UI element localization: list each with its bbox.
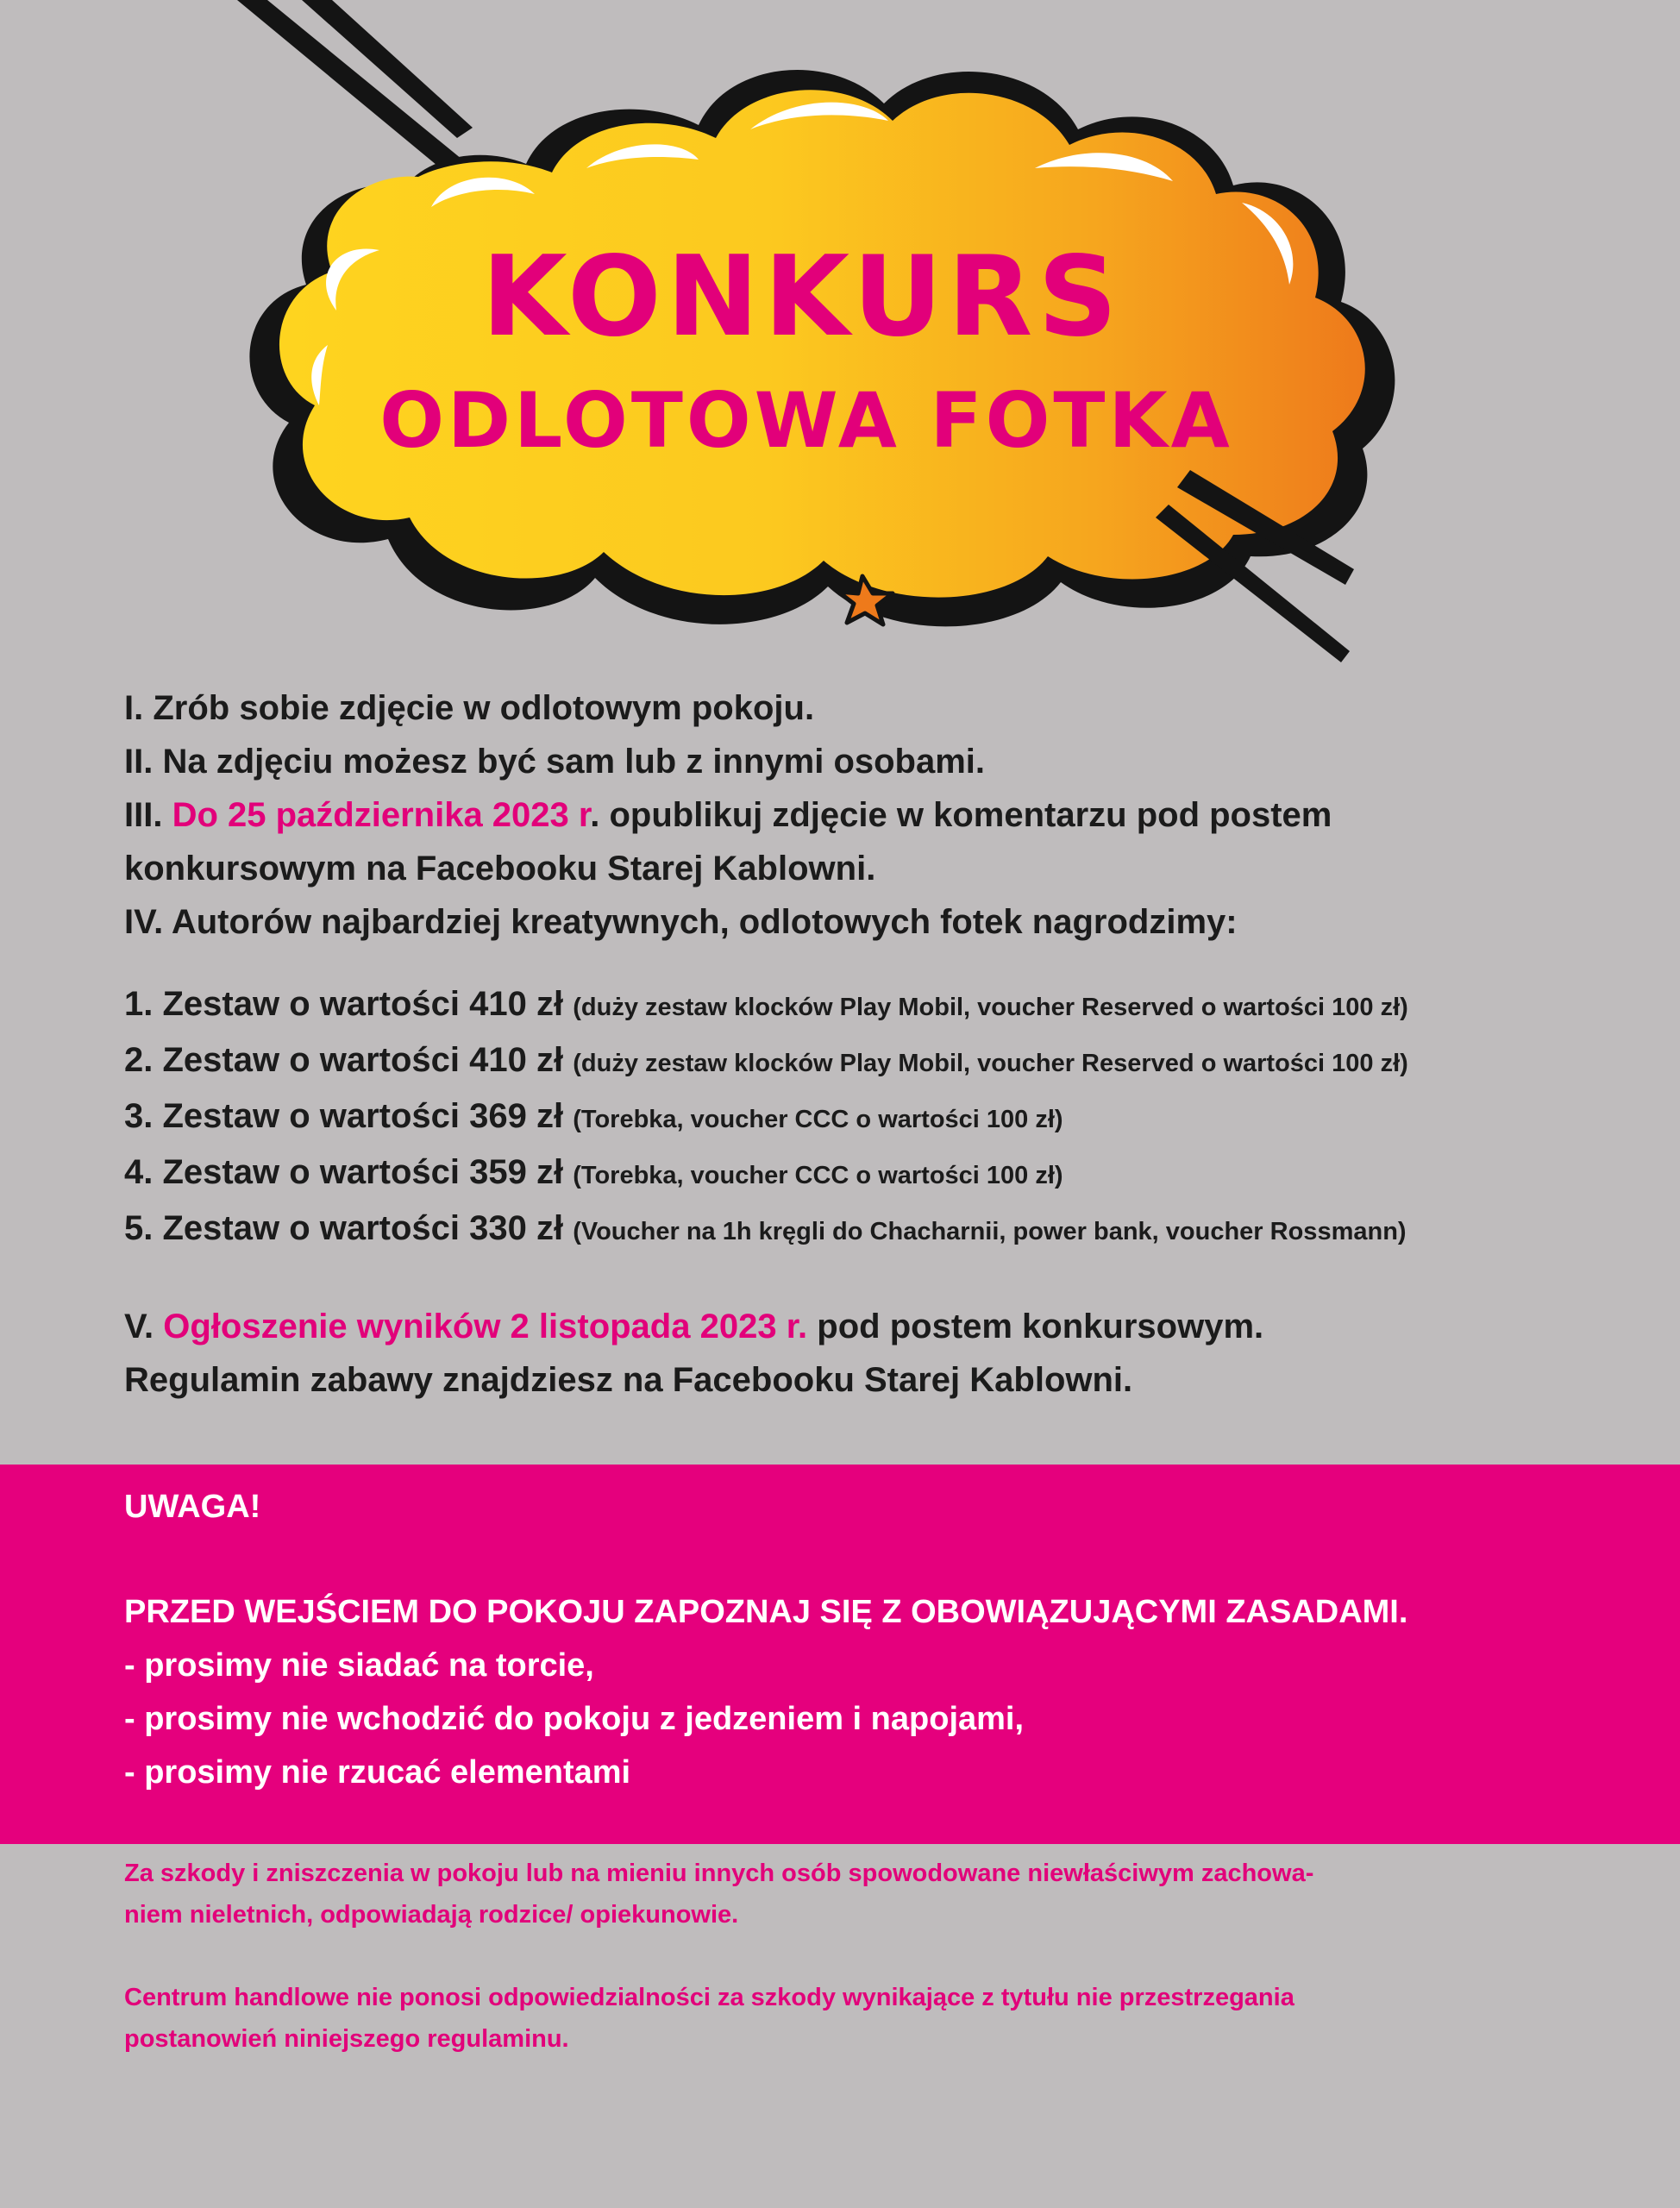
prize-detail: (duży zestaw klocków Play Mobil, voucher Reserved o wartości 100 zł) [573,994,1408,1021]
prize-main: 5. Zestaw o wartości 330 zł [124,1209,564,1247]
subtitle-odlotowa-fotka: ODLOTOWA FOTKA [379,376,1233,465]
prize-detail: (Torebka, voucher CCC o wartości 100 zł) [573,1106,1063,1133]
prize-detail: (Voucher na 1h kręgli do Chacharnii, power bank, voucher Rossmann) [573,1218,1407,1245]
disclaimer-damages [124,1853,1608,1935]
hero-cloud-graphic [0,0,1680,673]
rule-5-prefix: V. [124,1308,164,1346]
disclaimer-liability-line-1: Centrum handlowe nie ponosi odpowiedzialności za szkody wynikające z tytułu nie przestrzegania [124,1984,1294,2011]
warning-content [124,1480,1642,1799]
disclaimer-liability [124,1977,1608,2060]
disclaimer-damages-line-2: niem nieletnich, odpowiadają rodzice/ opiekunowie. [124,1901,739,1929]
warning-item: - prosimy nie wchodzić do pokoju z jedzeniem i napojami, [124,1701,1025,1737]
prize-detail: (Torebka, voucher CCC o wartości 100 zł) [573,1162,1063,1189]
rule-3 [124,788,1642,842]
prize-list [124,978,1642,1258]
rule-5-date: Ogłoszenie wyników 2 listopada 2023 r. [163,1308,808,1346]
prize-item [124,1202,1642,1258]
warning-heading: UWAGA! [124,1489,261,1525]
rule-3-continued: konkursowym na Facebooku Starej Kablowni. [124,850,876,888]
prize-main: 4. Zestaw o wartości 359 zł [124,1153,564,1191]
rule-2: II. Na zdjęciu możesz być sam lub z innymi osobami. [124,743,986,781]
prize-detail: (duży zestaw klocków Play Mobil, voucher Reserved o wartości 100 zł) [573,1050,1408,1077]
prize-main: 2. Zestaw o wartości 410 zł [124,1041,564,1079]
prize-item [124,1146,1642,1202]
prize-item [124,1034,1642,1090]
rule-5 [124,1300,1642,1353]
contest-rules [124,681,1642,1407]
prize-item [124,978,1642,1034]
rule-5-text: pod postem konkursowym. [807,1308,1264,1346]
disclaimer-damages-line-1: Za szkody i zniszczenia w pokoju lub na mieniu innych osób spowodowane niewłaściwym zachowa- [124,1860,1314,1887]
warning-banner [0,1465,1680,1844]
prize-main: 3. Zestaw o wartości 369 zł [124,1097,564,1135]
warning-rules-title: PRZED WEJŚCIEM DO POKOJU ZAPOZNAJ SIĘ Z OBOWIĄZUJĄCYMI ZASADAMI. [124,1594,1408,1630]
disclaimer-liability-line-2: postanowień niniejszego regulaminu. [124,2025,569,2053]
title-konkurs: KONKURS [481,233,1123,361]
warning-item: - prosimy nie rzucać elementami [124,1754,631,1791]
rule-3-deadline: Do 25 października 2023 r [172,796,591,834]
results-announcement [124,1300,1642,1407]
rule-3-prefix: III. [124,796,172,834]
prize-item [124,1090,1642,1146]
footer-disclaimer [124,1853,1608,2101]
rule-4: IV. Autorów najbardziej kreatywnych, odlotowych fotek nagrodzimy: [124,903,1238,941]
rules-info: Regulamin zabawy znajdziesz na Facebooku Starej Kablowni. [124,1361,1133,1399]
rule-3-text: . opublikuj zdjęcie w komentarzu pod postem [590,796,1332,834]
prize-main: 1. Zestaw o wartości 410 zł [124,985,564,1023]
rule-1: I. Zrób sobie zdjęcie w odlotowym pokoju. [124,689,815,727]
warning-item: - prosimy nie siadać na torcie, [124,1647,594,1684]
